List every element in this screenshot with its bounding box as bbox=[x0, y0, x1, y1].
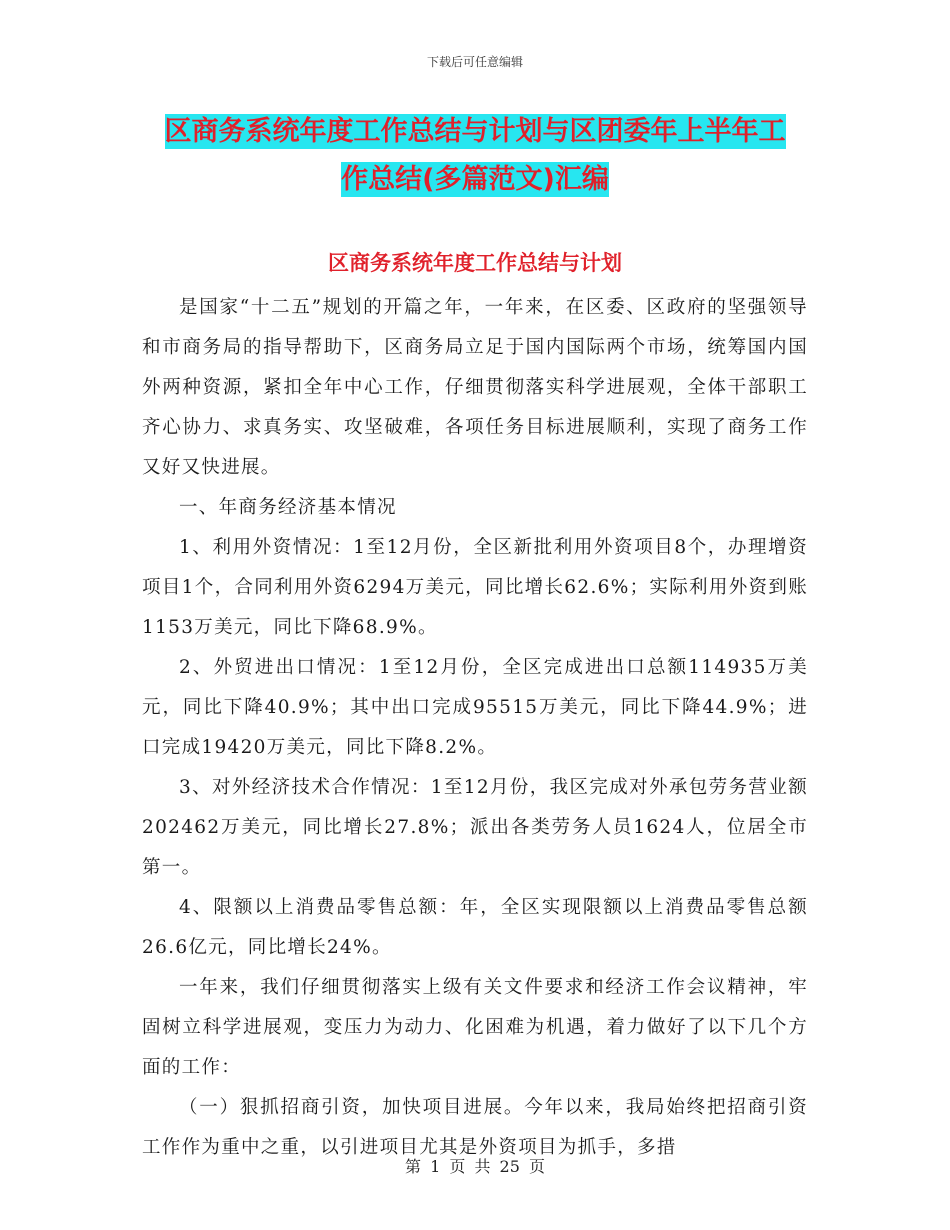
document-body bbox=[142, 288, 808, 1168]
paragraph-foreign-trade: 2、外贸进出口情况：1至12月份，全区完成进出口总额114935万美元，同比下降40.9%；其中出口完成95515万美元，同比下降44.9%；进口完成19420万美元，同比下降8.2%。 bbox=[142, 657, 808, 758]
paragraph-economic-cooperation: 3、对外经济技术合作情况：1至12月份，我区完成对外承包劳务营业额202462万美元，同比增长27.8%；派出各类劳务人员1624人，位居全市第一。 bbox=[142, 777, 808, 878]
page-header-note: 下载后可任意编辑 bbox=[426, 55, 523, 69]
paragraph-heading-basic-situation: 一、年商务经济基本情况 bbox=[179, 497, 397, 518]
paragraph-work-summary: 一年来，我们仔细贯彻落实上级有关文件要求和经济工作会议精神，牢固树立科学进展观，变压力为动力、化困难为机遇，着力做好了以下几个方面的工作： bbox=[142, 977, 808, 1078]
page-footer: 第 1 页 共 25 页 bbox=[405, 1157, 545, 1176]
document-title bbox=[140, 108, 810, 204]
title-line-1: 区商务系统年度工作总结与计划与区团委年上半年工 bbox=[164, 116, 786, 147]
section-title: 区商务系统年度工作总结与计划 bbox=[328, 251, 622, 275]
paragraph-investment-attraction: （一）狠抓招商引资，加快项目进展。今年以来，我局始终把招商引资工作作为重中之重，以引进项目尤其是外资项目为抓手，多措 bbox=[142, 1097, 808, 1158]
title-line-2: 作总结(多篇范文)汇编 bbox=[341, 164, 609, 195]
paragraph-retail-sales: 4、限额以上消费品零售总额：年，全区实现限额以上消费品零售总额26.6亿元，同比增长24%。 bbox=[142, 897, 808, 958]
paragraph-foreign-investment: 1、利用外资情况：1至12月份，全区新批利用外资项目8个，办理增资项目1个，合同利用外资6294万美元，同比增长62.6%；实际利用外资到账1153万美元，同比下降68.9%。 bbox=[142, 537, 808, 638]
paragraph-intro: 是国家“十二五”规划的开篇之年，一年来，在区委、区政府的坚强领导和市商务局的指导帮助下，区商务局立足于国内国际两个市场，统筹国内国外两种资源，紧扣全年中心工作，仔细贯彻落实科学进展观，全体干部职工齐心协力、求真务实、攻坚破难，各项任务目标进展顺利，实现了商务工作又好又快进展。 bbox=[142, 297, 808, 478]
